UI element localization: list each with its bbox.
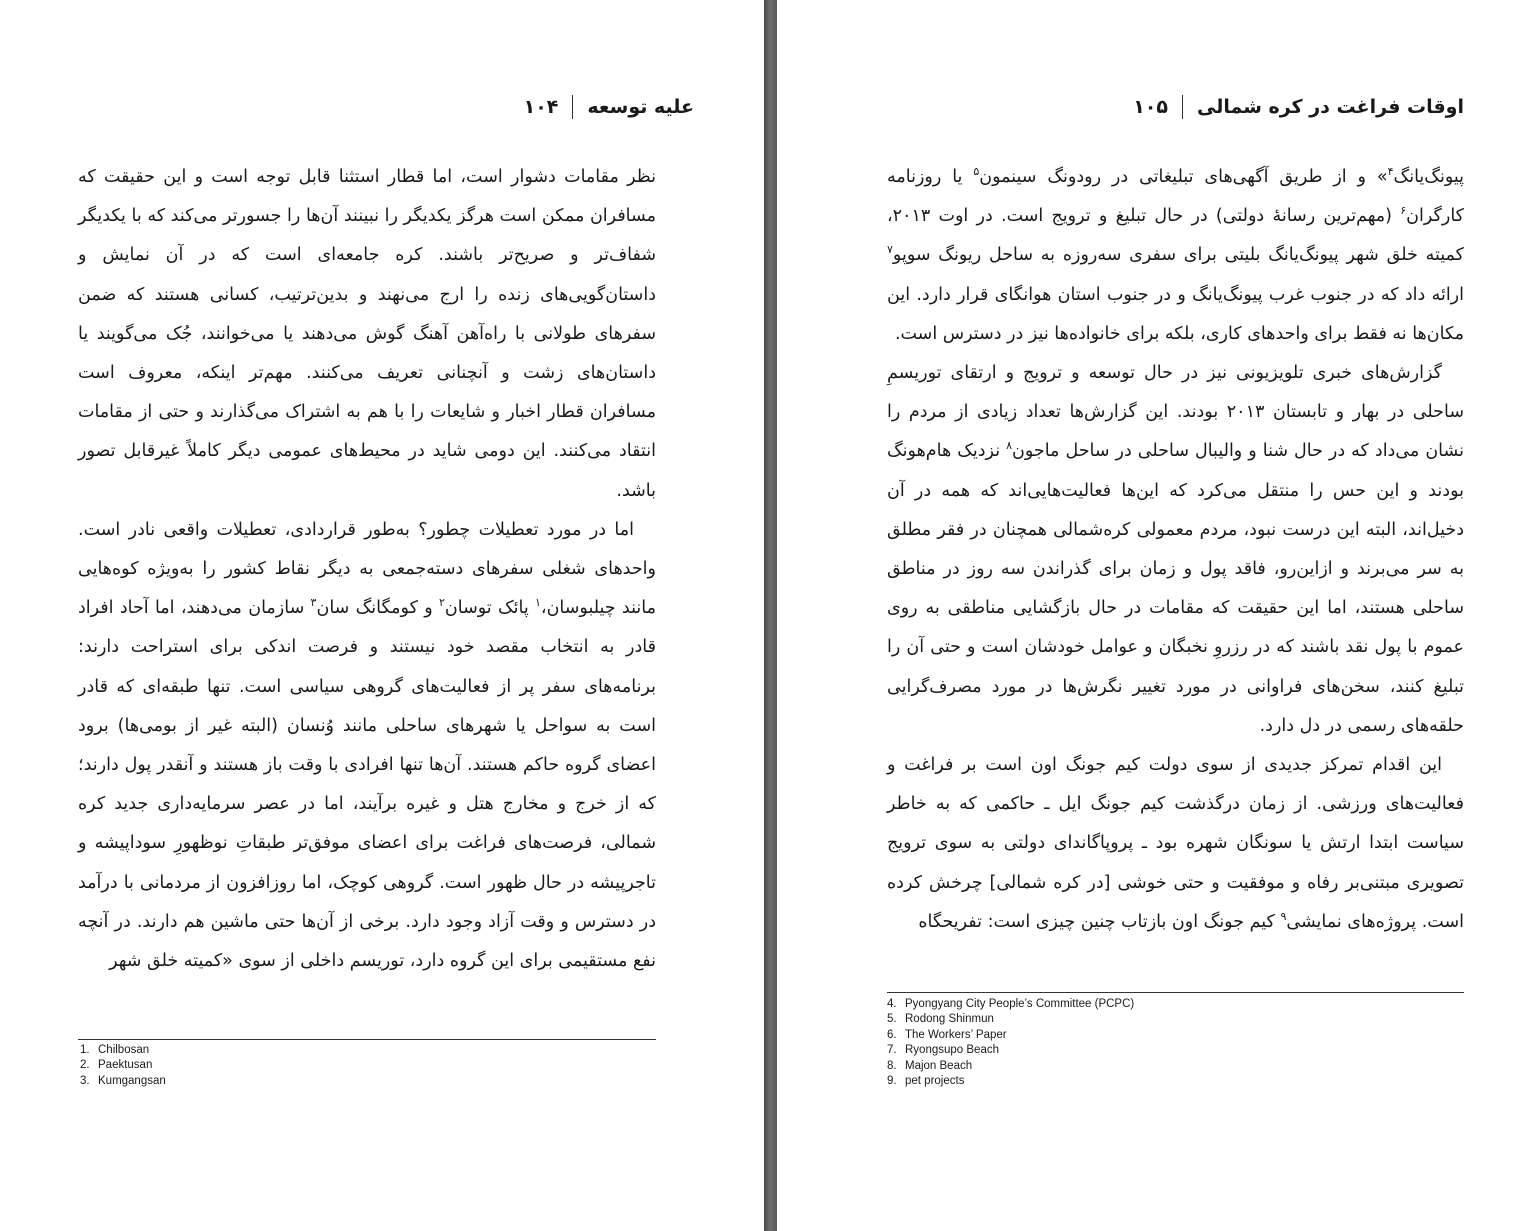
text-run: اما در مورد تعطیلات چطور؟ به‌طور قراردادی، تعطیلات واقعی نادر است. واحدهای شغلی سفرهای دسته‌جمعی به دیگر نقاط کشور را به‌ویژه کوه‌هایی مانند چیلبوسان، [78, 519, 656, 619]
footnote [887, 997, 1134, 1012]
footnote-number: 5. [887, 1013, 897, 1026]
footnote-text: Majon Beach [905, 1059, 973, 1072]
footnote-ref: ۷ [887, 243, 893, 257]
footnote-number: 7. [887, 1044, 897, 1057]
footnote-number: 8. [887, 1059, 897, 1072]
footnote-number: 2. [80, 1059, 90, 1072]
footnote [887, 1059, 1134, 1074]
text-run: نزدیک هام‌هونگ بودند و این حس را منتقل می‌کرد که این‌ها فعالیت‌هایی‌اند که همه در آن دخیل‌اند، البته این درست نبود، مردم معمولی کره‌شمالی همچنان در فقر مطلق به سر می‌برند و ازاین‌رو، فاقد پول و زمان برای گذراندن سه روز در مناطق ساحلی هستند، اما این حقیقت که مقامات در حال بازگشایی مناطقی به روی عموم با پول نقد باشند که در رزروِ نخبگان و عوامل خودشان است و حتی آن را تبلیغ کنند، سخن‌های فراوانی در مورد تغییر نگرش‌ها در مورد مصرف‌گرایی حلقه‌های رسمی در دل دارد. [887, 441, 1464, 736]
page-header [1133, 90, 1464, 124]
footnote-ref: ۴ [1387, 165, 1394, 179]
footnote [80, 1074, 166, 1089]
page-number: ۱۰۴ [523, 96, 559, 118]
text-run: سازمان می‌دهند، اما آحاد افراد قادر به انتخاب مقصد خود نیستند و فرصت اندکی برای استراحت دارند: برنامه‌های سفر پر از فعالیت‌های گروهی سیاسی است. تنها طبقه‌ای که قادر است به سواحل یا شهرهای ساحلی مانند وُنسان (البته غیر از بومی‌ها) برود اعضای گروه حاکم هستند. آن‌ها تنها افرادی با وقت باز هستند و آنقدر پول دارند؛ که از خرج و مخارج هتل و غیره برآیند، اما در عصر سرمایه‌داری جدید کره شمالی، فرصت‌های فراغت برای اعضای موفق‌تر طبقاتِ نوظهورِ سوداپیشه و تاجرپیشه در حال ظهور است. گروهی کوچک، اما روزافزون از مردمانی با درآمد در دسترس و وقت آزاد وجود دارد. برخی از آن‌ها حتی ماشین هم دارند. در آنچه نفع مستقیمی برای این گروه دارد، توریسم داخلی از سوی «کمیته خلق شهر [78, 598, 656, 972]
paragraph [887, 354, 1464, 746]
footnote-text: Paektusan [98, 1059, 153, 1072]
paragraph [887, 158, 1464, 354]
footnote-divider [887, 992, 1464, 993]
footnote-number: 4. [887, 998, 897, 1010]
footnote-ref: ۹ [1280, 910, 1287, 924]
footnote-text: pet projects [905, 1075, 965, 1088]
footnote [887, 1043, 1134, 1058]
left-page [0, 0, 764, 1231]
footnotes [80, 1043, 166, 1089]
footnote [80, 1043, 166, 1058]
running-title: علیه توسعه [587, 96, 694, 118]
footnote-number: 3. [80, 1074, 90, 1087]
text-run: (مهم‌ترین رسانهٔ دولتی) در حال تبلیغ و ترویج است. در اوت ۲۰۱۳، کمیته خلق شهر پیونگ‌یانگ بلیتی برای سفری سه‌روزه به ساحل ریونگ سوپو [887, 206, 1464, 266]
paragraph: نظر مقامات دشوار است، اما قطار استثنا قابل توجه است و این حقیقت که مسافران ممکن است هرگز یکدیگر را نبینند آن‌ها را جسورتر می‌کند که با یکدیگر شفاف‌تر و صریح‌تر باشند. کره جامعه‌ای است که در آن نمایش و داستان‌گویی‌های زنده را ارج می‌نهند و بدین‌ترتیب، کسانی هستند که ضمن سفرهای طولانی با راه‌آهن آهنگ گوش می‌دهند یا می‌خوانند، جُک می‌گویند یا داستان‌های زشت و آنچنانی تعریف می‌کنند. مهم‌تر اینکه، معروف است مسافران قطار اخبار و شایعات را با هم به اشتراک می‌گذارند و حتی از مقامات انتقاد می‌کنند. این دومی شاید در محیط‌های عمومی دیگر کاملاً غیرقابل تصور باشد. [78, 167, 656, 501]
text-run: کیم جونگ اون بازتاب چنین چیزی است: تفریحگاه [918, 911, 1281, 932]
footnote-number: 6. [887, 1028, 897, 1041]
book-spine [764, 0, 777, 1231]
running-title: اوقات فراغت در کره شمالی [1196, 96, 1464, 118]
right-page [777, 0, 1540, 1231]
body-text [887, 158, 1464, 942]
paragraph [887, 746, 1464, 942]
paragraph [78, 511, 656, 981]
text-run: این اقدام تمرکز جدیدی از سوی دولت کیم جونگ اون است بر فراغت و فعالیت‌های ورزشی. از زمان درگذشت کیم جونگ ایل ـ حاکمی که به خاطر سیاست ابتدا ارتش یا سونگان شهره بود ـ پروپاگاندای دولتی به سوی ترویج تصویری مبتنی‌بر رفاه و موفقیت و حتی خوشی [در کره شمالی] چرخش کرده است. پروژه‌های نمایشی [887, 755, 1464, 932]
footnote-ref: ۲ [438, 596, 445, 610]
text-run: پیونگ‌یانگ [1393, 167, 1465, 187]
footnote-ref: ۳ [310, 596, 317, 610]
text-run: » و از طریق آگهی‌های تبلیغاتی در رودونگ سینمون [979, 167, 1388, 187]
footnote [887, 1028, 1134, 1043]
footnote-text: Ryongsupo Beach [905, 1044, 999, 1057]
footnote-number: 9. [887, 1075, 897, 1088]
footnote-ref: ۵ [973, 165, 980, 179]
footnote-text: The Workers’ Paper [905, 1028, 1007, 1041]
footnote-ref: ۸ [1006, 439, 1013, 453]
header-divider [1182, 95, 1183, 119]
text-run: و کومگانگ سان [316, 598, 439, 619]
footnote-text: Chilbosan [98, 1044, 150, 1056]
footnote-number: 1. [80, 1044, 90, 1056]
text-run: یا روزنامه کارگران [887, 167, 1464, 227]
page-number: ۱۰۵ [1133, 96, 1168, 118]
footnote [80, 1058, 166, 1073]
header-divider [572, 95, 573, 119]
footnote-text: Kumgangsan [98, 1074, 166, 1087]
text-run: ارائه داد که در جنوب غرب پیونگ‌یانگ و در جنوب استان هوانگای قرار دارد. این مکان‌ها نه فقط برای واحدهای کاری، بلکه برای خانواده‌ها نیز در دسترس است. [887, 284, 1464, 344]
footnote-text: Pyongyang City People’s Committee (PCPC) [905, 998, 1135, 1010]
body-text [78, 158, 656, 981]
footnote [887, 1074, 1134, 1089]
footnote-divider [78, 1039, 656, 1040]
footnote-ref: ۶ [1400, 204, 1407, 218]
footnote-ref: ۱ [535, 596, 541, 610]
footnote-text: Rodong Shinmun [905, 1013, 994, 1026]
text-run: گزارش‌های خبری تلویزیونی نیز در حال توسعه و ترویج و ارتقای توریسمِ ساحلی در بهار و تابستان ۲۰۱۳ بودند. این گزارش‌ها تعداد زیادی از مردم را نشان می‌داد که در حال شنا و والیبال ساحلی در ساحل ماجون [887, 363, 1464, 462]
footnotes [887, 997, 1134, 1089]
footnote [887, 1012, 1134, 1027]
text-run: پائک توسان [444, 598, 535, 619]
page-header [524, 90, 694, 124]
